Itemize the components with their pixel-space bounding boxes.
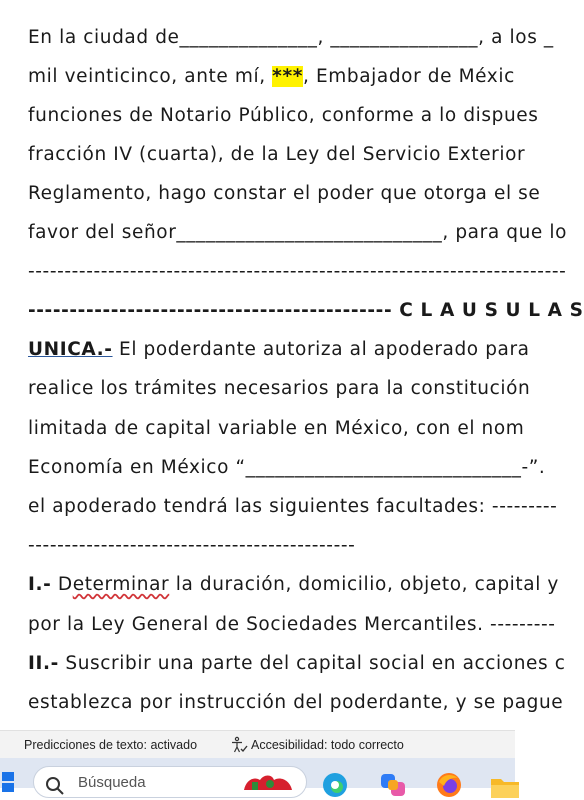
doc-line-18: establezca por instrucción del poderdante, y se pague <box>28 692 564 713</box>
copilot-icon[interactable] <box>380 772 406 798</box>
doc-line-15: I.- Determinar la duración, domicilio, objeto, capital y <box>28 574 559 595</box>
unica-label: UNICA.- <box>28 339 113 360</box>
item-ii-label: II.- <box>28 653 59 674</box>
edge-icon[interactable] <box>322 772 348 798</box>
doc-line-5: Reglamento, hago constar el poder que otorga el se <box>28 183 541 204</box>
accessibility-icon <box>230 736 248 754</box>
file-explorer-icon[interactable] <box>490 774 520 800</box>
doc-line-13: el apoderado tendrá las siguientes facultades: --------- <box>28 496 558 517</box>
doc-line-7: -------------------------------------------------------------------------- <box>28 261 567 282</box>
search-icon <box>45 776 65 796</box>
accessibility-status[interactable] <box>230 736 404 754</box>
firefox-icon[interactable] <box>436 772 462 798</box>
search-placeholder: Búsqueda <box>78 774 146 791</box>
doc-line-6: favor del señor___________________________, para que lo <box>28 222 568 243</box>
doc-line-14: --------------------------------------------- <box>28 535 356 556</box>
status-bar <box>0 730 515 759</box>
item-i-label: I.- <box>28 574 52 595</box>
text-predictions-status[interactable]: Predicciones de texto: activado <box>24 738 198 752</box>
highlighted-placeholder: *** <box>272 66 303 87</box>
clausulas-heading: -------------------------------------------- C L A U S U L A S <box>28 300 584 321</box>
start-icon[interactable] <box>0 772 14 792</box>
doc-line-1: En la ciudad de______________, _______________, a los _ <box>28 27 554 48</box>
doc-line-10: realice los trámites necesarios para la constitución <box>28 378 531 399</box>
taskbar <box>0 758 515 791</box>
doc-line-17: II.- Suscribir una parte del capital social en acciones c <box>28 653 566 674</box>
doc-line-3: funciones de Notario Público, conforme a lo dispues <box>28 105 539 126</box>
accessibility-label: Accesibilidad: todo correcto <box>251 738 404 752</box>
doc-line-16: por la Ley General de Sociedades Mercantiles. --------- <box>28 614 556 635</box>
doc-line-11: limitada de capital variable en México, con el nom <box>28 418 525 439</box>
doc-line-2: mil veinticinco, ante mí, ***, Embajador de Méxic <box>28 66 515 87</box>
doc-line-12: Economía en México “____________________________-”. <box>28 457 546 478</box>
spelling-error: eterminar <box>72 574 170 595</box>
doc-line-9: UNICA.- El poderdante autoriza al apoderado para <box>28 339 530 360</box>
search-highlight-icon[interactable] <box>240 770 296 792</box>
doc-line-4: fracción IV (cuarta), de la Ley del Servicio Exterior <box>28 144 526 165</box>
